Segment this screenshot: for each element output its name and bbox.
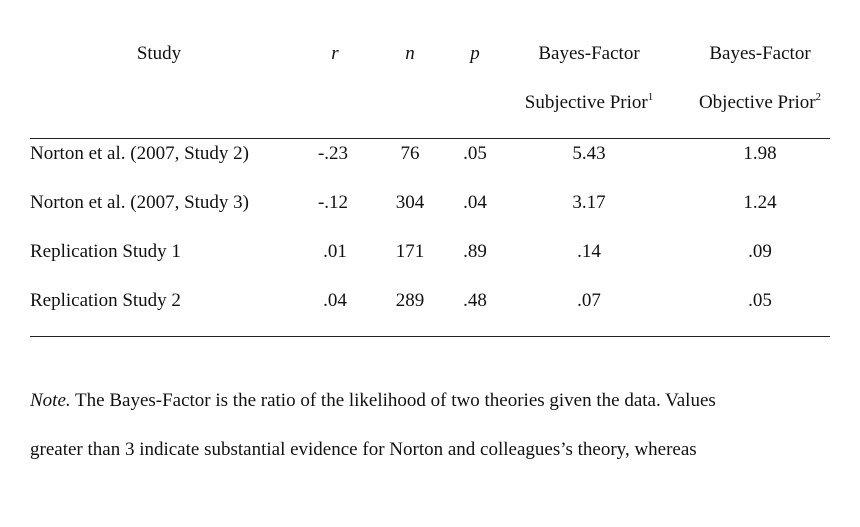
row-1-study: Norton et al. (2007, Study 2) [30, 143, 250, 164]
footnote-marker-1: 1 [647, 91, 654, 103]
row-4-bf-objective: .05 [748, 290, 772, 311]
row-4-p: .48 [463, 290, 487, 311]
header-study: Study [136, 43, 182, 64]
footnote-marker-2: 2 [815, 91, 822, 103]
row-4-study: Replication Study 2 [30, 290, 181, 311]
header-bf-subjective-text: Subjective Prior [524, 92, 648, 113]
row-3-n: 171 [395, 241, 425, 262]
table-top-rule [30, 138, 830, 139]
table-note-line-1 [30, 391, 716, 410]
row-3-study: Replication Study 1 [30, 241, 181, 262]
row-1-n: 76 [400, 143, 420, 164]
row-1-p: .05 [463, 143, 487, 164]
header-p: p [470, 43, 480, 64]
header-bf-subjective-line1: Bayes-Factor [538, 43, 640, 64]
header-bf-objective-text: Objective Prior [698, 92, 816, 113]
header-bf-subjective-line2 [525, 93, 653, 112]
row-2-bf-subjective: 3.17 [572, 192, 606, 213]
row-4-r: .04 [323, 290, 347, 311]
row-3-r: .01 [323, 241, 347, 262]
row-2-study: Norton et al. (2007, Study 3) [30, 192, 250, 213]
table-bottom-rule [30, 336, 830, 337]
header-bf-objective-line1: Bayes-Factor [709, 43, 811, 64]
row-1-r: -.23 [317, 143, 349, 164]
row-2-bf-objective: 1.24 [743, 192, 777, 213]
note-text-2: greater than 3 indicate substantial evidence for Norton and colleagues’s theory, whereas [30, 439, 697, 460]
row-1-bf-objective: 1.98 [743, 143, 777, 164]
row-4-n: 289 [395, 290, 425, 311]
row-2-n: 304 [395, 192, 425, 213]
table-note-line-2 [30, 440, 697, 459]
note-label: Note. [30, 390, 71, 411]
row-3-p: .89 [463, 241, 487, 262]
row-2-r: -.12 [317, 192, 349, 213]
row-3-bf-subjective: .14 [577, 241, 601, 262]
header-bf-objective-line2 [699, 93, 821, 112]
header-n: n [405, 43, 415, 64]
row-1-bf-subjective: 5.43 [572, 143, 606, 164]
note-text-1: The Bayes-Factor is the ratio of the likelihood of two theories given the data. Values [70, 390, 716, 411]
header-r: r [331, 43, 339, 64]
row-4-bf-subjective: .07 [577, 290, 601, 311]
row-3-bf-objective: .09 [748, 241, 772, 262]
row-2-p: .04 [463, 192, 487, 213]
